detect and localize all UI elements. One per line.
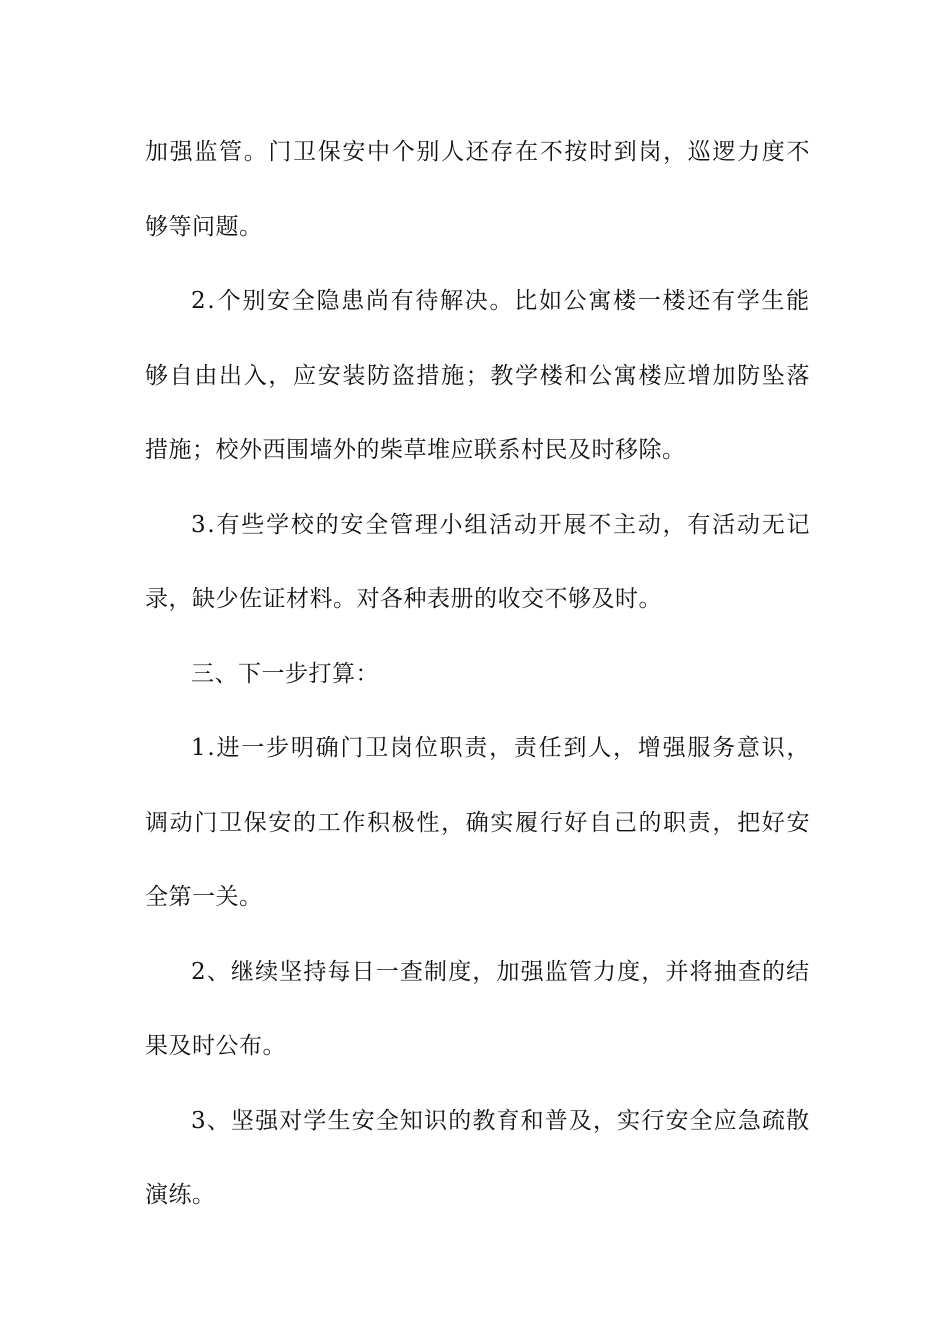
- glyph: 应: [293, 362, 317, 389]
- glyph: 公: [589, 362, 613, 389]
- glyph: 不: [786, 139, 810, 165]
- glyph: 力: [593, 958, 617, 985]
- glyph: ，: [663, 139, 687, 165]
- glyph: 全: [365, 511, 389, 538]
- glyph: 续: [255, 958, 279, 985]
- line-text: [145, 119, 810, 185]
- text-line: [145, 119, 810, 194]
- glyph: 措: [416, 362, 440, 389]
- text-line: [145, 1162, 810, 1237]
- glyph: 待: [415, 288, 439, 314]
- glyph: 职: [663, 809, 687, 836]
- glyph: 卫: [219, 809, 243, 836]
- glyph: ，: [662, 511, 687, 538]
- text-line: [145, 790, 810, 865]
- glyph: 把: [737, 809, 761, 836]
- glyph: 和: [520, 1107, 545, 1134]
- glyph: 小: [439, 511, 464, 538]
- glyph: 持: [303, 958, 327, 985]
- glyph: ，: [268, 362, 292, 389]
- glyph: 安: [317, 362, 342, 389]
- glyph: ，: [441, 809, 465, 836]
- glyph: 动: [736, 511, 761, 538]
- glyph: 防: [737, 362, 761, 389]
- glyph: 安: [267, 288, 291, 314]
- glyph: 将: [689, 958, 714, 985]
- glyph: 自: [169, 362, 194, 389]
- glyph: 务: [712, 735, 736, 761]
- text-line: [145, 1088, 810, 1163]
- glyph: 卫: [293, 139, 317, 165]
- glyph: 育: [496, 1107, 520, 1134]
- glyph: 活: [712, 511, 736, 538]
- glyph: 识: [424, 1107, 448, 1134]
- glyph: 责: [464, 735, 488, 761]
- glyph: 生: [761, 288, 785, 314]
- glyph: 散: [786, 1107, 810, 1134]
- glyph: 门: [194, 809, 218, 836]
- glyph: 位: [414, 735, 439, 761]
- glyph: 度: [448, 958, 472, 985]
- glyph: 步: [266, 735, 290, 761]
- glyph: 安: [268, 809, 292, 836]
- glyph: 安: [665, 1107, 689, 1134]
- glyph: 人: [588, 735, 612, 761]
- glyph: 一: [375, 958, 400, 985]
- line-text: [191, 715, 810, 781]
- glyph: 知: [399, 1107, 424, 1134]
- glyph: ，: [613, 735, 637, 761]
- glyph: 及: [568, 1107, 593, 1134]
- text-line: [145, 492, 810, 567]
- glyph: 履: [515, 809, 539, 836]
- glyph: 3: [191, 1107, 207, 1134]
- text-line: [145, 417, 810, 492]
- glyph: 的: [293, 809, 317, 836]
- glyph: ，: [489, 735, 513, 761]
- glyph: 坚: [230, 1107, 255, 1134]
- glyph: 一: [241, 735, 265, 761]
- glyph: 急: [737, 1107, 762, 1134]
- glyph: 意: [736, 735, 761, 761]
- glyph: 进: [216, 735, 241, 761]
- glyph: 不: [588, 511, 612, 538]
- heading-text: 三、下一步打算：: [191, 660, 379, 687]
- glyph: 监: [544, 958, 569, 985]
- glyph: 楼: [662, 288, 687, 314]
- glyph: 门: [340, 735, 364, 761]
- glyph: ，: [641, 958, 665, 985]
- glyph: 动: [513, 511, 538, 538]
- glyph: 2: [191, 288, 207, 314]
- glyph: 能: [786, 288, 810, 314]
- glyph: 寓: [613, 362, 638, 389]
- glyph: 加: [145, 139, 169, 165]
- glyph: 活: [489, 511, 513, 538]
- glyph: 有: [216, 511, 241, 538]
- glyph: ，: [593, 1107, 617, 1134]
- glyph: 别: [242, 288, 266, 314]
- glyph: 的: [762, 958, 786, 985]
- glyph: 够: [145, 362, 169, 389]
- glyph: 比: [514, 288, 538, 314]
- glyph: 继: [230, 958, 255, 985]
- glyph: 动: [169, 809, 194, 836]
- glyph: 好: [564, 809, 588, 836]
- glyph: 管: [389, 511, 414, 538]
- glyph: 坠: [761, 362, 786, 389]
- glyph: 到: [563, 735, 587, 761]
- line-text: [191, 492, 810, 558]
- glyph: 在: [515, 139, 539, 165]
- glyph: 实: [617, 1107, 641, 1134]
- line-text: [191, 268, 810, 334]
- glyph: 还: [687, 288, 711, 314]
- text-line: [145, 194, 810, 269]
- document-body: [145, 119, 810, 1237]
- glyph: 强: [169, 139, 194, 165]
- glyph: 安: [340, 511, 364, 538]
- glyph: 责: [513, 735, 538, 761]
- glyph: 安: [351, 1107, 376, 1134]
- glyph: 查: [399, 958, 424, 985]
- line-text: [191, 939, 810, 1005]
- glyph: 学: [303, 1107, 327, 1134]
- glyph: 度: [761, 139, 786, 165]
- glyph: 查: [737, 958, 762, 985]
- glyph: 岗: [638, 139, 662, 165]
- glyph: 作: [342, 809, 366, 836]
- glyph: 一: [637, 288, 662, 314]
- glyph: 盗: [391, 362, 416, 389]
- glyph: 寓: [588, 288, 612, 314]
- glyph: 中: [367, 139, 391, 165]
- glyph: 职: [439, 735, 464, 761]
- glyph: 存: [490, 139, 514, 165]
- glyph: 决: [464, 288, 489, 314]
- glyph: 保: [243, 809, 268, 836]
- glyph: 别: [416, 139, 440, 165]
- glyph: 识: [761, 735, 786, 761]
- glyph: 管: [219, 139, 243, 165]
- glyph: 有: [390, 288, 415, 314]
- glyph: 还: [465, 139, 490, 165]
- glyph: 装: [342, 362, 366, 389]
- glyph: 应: [663, 362, 687, 389]
- glyph: 抽: [713, 958, 738, 985]
- glyph: 监: [194, 139, 218, 165]
- glyph: 个: [391, 139, 416, 165]
- glyph: 按: [564, 139, 588, 165]
- glyph: 理: [414, 511, 439, 538]
- glyph: 全: [375, 1107, 400, 1134]
- glyph: 1: [191, 735, 207, 761]
- glyph: 自: [589, 809, 613, 836]
- glyph: 确: [465, 809, 490, 836]
- line-text: [145, 343, 810, 409]
- glyph: 学: [736, 288, 761, 314]
- glyph: 落: [786, 362, 810, 389]
- glyph: 3: [191, 511, 207, 538]
- glyph: 有: [687, 511, 711, 538]
- glyph: 好: [761, 809, 786, 836]
- glyph: .: [207, 735, 216, 761]
- glyph: 结: [786, 958, 810, 985]
- section-heading: [145, 641, 810, 716]
- glyph: 安: [342, 139, 366, 165]
- glyph: 些: [241, 511, 265, 538]
- glyph: 入: [243, 362, 268, 389]
- glyph: 教: [472, 1107, 496, 1134]
- glyph: 责: [687, 809, 712, 836]
- glyph: 应: [713, 1107, 738, 1134]
- glyph: 出: [219, 362, 243, 389]
- glyph: 强: [662, 735, 687, 761]
- text-line: [145, 864, 810, 939]
- glyph: 增: [687, 362, 712, 389]
- glyph: ，: [786, 735, 810, 761]
- glyph: 疏: [762, 1107, 786, 1134]
- glyph: 确: [315, 735, 340, 761]
- glyph: 并: [665, 958, 689, 985]
- glyph: 如: [538, 288, 563, 314]
- glyph: 巡: [687, 139, 712, 165]
- glyph: 增: [637, 735, 662, 761]
- glyph: 强: [520, 958, 545, 985]
- glyph: 安: [786, 809, 810, 836]
- glyph: 人: [441, 139, 465, 165]
- glyph: 记: [786, 511, 810, 538]
- glyph: 开: [538, 511, 563, 538]
- glyph: 管: [568, 958, 593, 985]
- glyph: 普: [544, 1107, 569, 1134]
- glyph: 楼: [638, 362, 662, 389]
- glyph: 加: [712, 362, 736, 389]
- line-text: 措施；校外西围墙外的柴草堆应联系村民及时移除。: [145, 437, 686, 463]
- glyph: 实: [490, 809, 514, 836]
- glyph: 施: [441, 362, 465, 389]
- glyph: 每: [327, 958, 351, 985]
- glyph: 尚: [365, 288, 390, 314]
- glyph: 校: [290, 511, 315, 538]
- glyph: 强: [255, 1107, 279, 1134]
- glyph: 楼: [613, 288, 637, 314]
- glyph: ；: [465, 362, 490, 389]
- glyph: 制: [424, 958, 448, 985]
- glyph: 由: [194, 362, 218, 389]
- glyph: 对: [279, 1107, 303, 1134]
- glyph: 、: [206, 958, 231, 985]
- text-line: [145, 715, 810, 790]
- glyph: 性: [416, 809, 440, 836]
- glyph: 度: [617, 958, 641, 985]
- line-text: 演练。: [145, 1182, 216, 1208]
- glyph: 无: [761, 511, 786, 538]
- glyph: 动: [637, 511, 662, 538]
- line-text: 录，缺少佐证材料。对各种表册的收交不够及时。: [145, 586, 662, 612]
- line-text: 全第一关。: [145, 884, 263, 910]
- glyph: 。: [489, 288, 514, 314]
- text-line: [145, 268, 810, 343]
- glyph: 全: [291, 288, 316, 314]
- glyph: 公: [563, 288, 588, 314]
- glyph: 学: [515, 362, 539, 389]
- glyph: 全: [689, 1107, 714, 1134]
- glyph: 明: [290, 735, 315, 761]
- glyph: 教: [490, 362, 514, 389]
- glyph: .: [207, 511, 216, 538]
- glyph: 岗: [389, 735, 414, 761]
- glyph: 解: [440, 288, 464, 314]
- glyph: 坚: [279, 958, 303, 985]
- glyph: 行: [641, 1107, 665, 1134]
- glyph: 展: [563, 511, 587, 538]
- text-line: [145, 1013, 810, 1088]
- glyph: 隐: [316, 288, 340, 314]
- text-line: [145, 343, 810, 418]
- line-text: [191, 1088, 810, 1154]
- glyph: 行: [539, 809, 564, 836]
- glyph: 有: [711, 288, 736, 314]
- glyph: ，: [712, 809, 736, 836]
- glyph: 不: [539, 139, 564, 165]
- line-text: 果及时公布。: [145, 1033, 286, 1059]
- glyph: 和: [564, 362, 588, 389]
- glyph: 生: [327, 1107, 351, 1134]
- glyph: 学: [266, 511, 290, 538]
- glyph: .: [207, 288, 216, 314]
- glyph: 楼: [539, 362, 564, 389]
- line-text: [145, 790, 810, 856]
- glyph: 的: [315, 511, 340, 538]
- glyph: 的: [448, 1107, 472, 1134]
- glyph: 防: [367, 362, 391, 389]
- glyph: 力: [737, 139, 761, 165]
- line-text: 够等问题。: [145, 213, 263, 240]
- text-line: [145, 566, 810, 641]
- glyph: 逻: [712, 139, 736, 165]
- glyph: 的: [638, 809, 662, 836]
- glyph: 。: [243, 139, 268, 165]
- glyph: 工: [317, 809, 342, 836]
- text-line: [145, 939, 810, 1014]
- glyph: 个: [217, 288, 242, 314]
- glyph: 服: [687, 735, 711, 761]
- glyph: 保: [317, 139, 342, 165]
- glyph: 任: [538, 735, 563, 761]
- glyph: 加: [496, 958, 520, 985]
- glyph: 到: [613, 139, 638, 165]
- glyph: 主: [613, 511, 637, 538]
- glyph: 调: [145, 809, 169, 836]
- glyph: 己: [613, 809, 638, 836]
- glyph: 时: [589, 139, 613, 165]
- glyph: ，: [472, 958, 496, 985]
- glyph: 卫: [365, 735, 389, 761]
- glyph: 组: [464, 511, 488, 538]
- glyph: 积: [367, 809, 391, 836]
- glyph: 2: [191, 958, 207, 985]
- glyph: 患: [341, 288, 365, 314]
- glyph: 、: [206, 1107, 231, 1134]
- glyph: 门: [268, 139, 292, 165]
- glyph: 极: [391, 809, 416, 836]
- glyph: 日: [351, 958, 376, 985]
